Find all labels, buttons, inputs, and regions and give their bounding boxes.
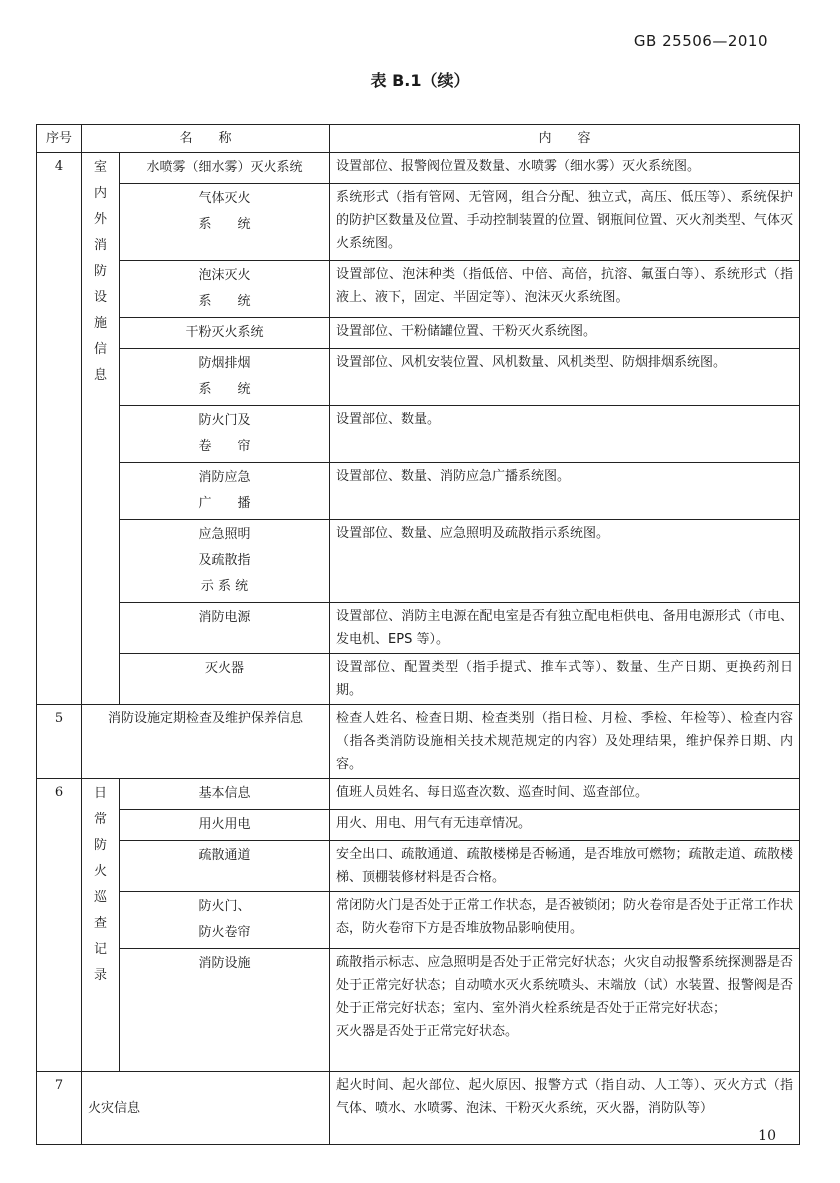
item-name: 气体灭火 系 统 [120,184,330,261]
table-row [37,810,800,841]
table-row [37,603,800,654]
item-content: 系统形式（指有管网、无管网，组合分配、独立式，高压、低压等）、系统保护的防护区数量及位置、手动控制装置的位置、钢瓶间位置、灭火剂类型、气体灭火系统图。 [330,184,800,261]
item-content: 常闭防火门是否处于正常工作状态，是否被锁闭；防火卷帘是否处于正常工作状态，防火卷帘下方是否堆放物品影响使用。 [330,892,800,949]
table-row [37,463,800,520]
item-content: 用火、用电、用气有无违章情况。 [330,810,800,841]
item-content-line: 疏散指示标志、应急照明是否处于正常完好状态；火灾自动报警系统探测器是否处于正常完好状态；自动喷水灭火系统喷头、末端放（试）水装置、报警阀是否处于正常完好状态；室内、室外消火栓系统是否处于正常完好状态； [336,955,794,1016]
item-content-line: 灭火器是否处于正常完好状态。 [336,1024,519,1039]
item-name: 消防设施定期检查及维护保养信息 [82,705,330,779]
table-row [37,841,800,892]
item-name: 防烟排烟 系 统 [120,349,330,406]
table-row [37,1072,800,1145]
item-content: 起火时间、起火部位、起火原因、报警方式（指自动、人工等）、灭火方式（指气体、喷水、水喷雾、泡沫、干粉灭火系统，灭火器，消防队等） [330,1072,800,1145]
item-content: 设置部位、配置类型（指手提式、推车式等）、数量、生产日期、更换药剂日期。 [330,654,800,705]
item-content [330,949,800,1072]
item-name: 用火用电 [120,810,330,841]
table-row [37,654,800,705]
item-content: 安全出口、疏散通道、疏散楼梯是否畅通，是否堆放可燃物；疏散走道、疏散楼梯、顶棚装修材料是否合格。 [330,841,800,892]
item-content: 值班人员姓名、每日巡查次数、巡查时间、巡查部位。 [330,779,800,810]
table-row [37,184,800,261]
row-number: 4 [37,153,82,705]
page-number: 10 [758,1128,776,1144]
item-name: 应急照明 及疏散指 示 系 统 [120,520,330,603]
table-row [37,349,800,406]
table-row [37,318,800,349]
table-header-row [37,125,800,153]
table-row [37,261,800,318]
table-row [37,406,800,463]
standard-number: GB 25506—2010 [633,32,768,50]
table-row [37,892,800,949]
item-content: 检查人姓名、检查日期、检查类别（指日检、月检、季检、年检等）、检查内容（指各类消防设施相关技术规范规定的内容）及处理结果，维护保养日期、内容。 [330,705,800,779]
item-content: 设置部位、风机安装位置、风机数量、风机类型、防烟排烟系统图。 [330,349,800,406]
item-content: 设置部位、数量。 [330,406,800,463]
table-row [37,779,800,810]
item-content: 设置部位、泡沫种类（指低倍、中倍、高倍，抗溶、氟蛋白等）、系统形式（指液上、液下，固定、半固定等）、泡沫灭火系统图。 [330,261,800,318]
category-label: 日常防火巡查记录 [82,779,120,1072]
item-content: 设置部位、数量、消防应急广播系统图。 [330,463,800,520]
item-name: 火灾信息 [82,1072,330,1145]
header-name: 名 称 [82,125,330,153]
row-number: 5 [37,705,82,779]
item-name: 防火门、 防火卷帘 [120,892,330,949]
item-name: 基本信息 [120,779,330,810]
item-name: 消防应急 广 播 [120,463,330,520]
item-name: 防火门及 卷 帘 [120,406,330,463]
facility-info-table [36,124,800,1145]
table-row [37,153,800,184]
item-content: 设置部位、数量、应急照明及疏散指示系统图。 [330,520,800,603]
item-name: 消防设施 [120,949,330,1072]
item-name: 消防电源 [120,603,330,654]
row-number: 6 [37,779,82,1072]
item-name: 水喷雾（细水雾）灭火系统 [120,153,330,184]
table-row [37,520,800,603]
item-name: 泡沫灭火 系 统 [120,261,330,318]
item-content: 设置部位、干粉储罐位置、干粉灭火系统图。 [330,318,800,349]
header-no: 序号 [37,125,82,153]
item-content: 设置部位、报警阀位置及数量、水喷雾（细水雾）灭火系统图。 [330,153,800,184]
item-name: 干粉灭火系统 [120,318,330,349]
table-row [37,949,800,1072]
row-number: 7 [37,1072,82,1145]
header-content: 内 容 [330,125,800,153]
item-name: 灭火器 [120,654,330,705]
table-title: 表 B.1（续） [370,71,470,90]
category-label: 室内外消防设施信息 [82,153,120,705]
item-content: 设置部位、消防主电源在配电室是否有独立配电柜供电、备用电源形式（市电、发电机、EPS 等）。 [330,603,800,654]
item-name: 疏散通道 [120,841,330,892]
table-row [37,705,800,779]
